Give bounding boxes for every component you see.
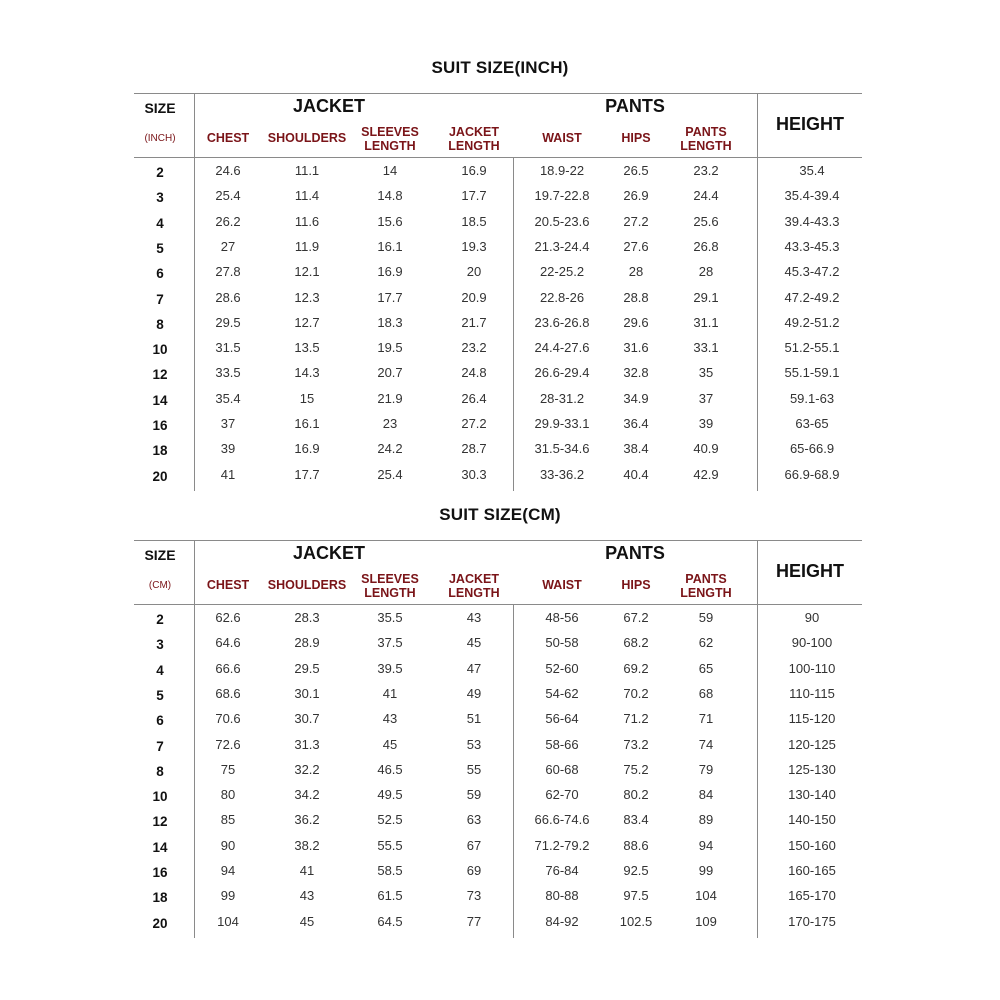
size-cell: 16 xyxy=(152,418,168,433)
header-bottom-rule xyxy=(134,157,862,158)
measurement-cell: 23.2 xyxy=(693,163,719,178)
measurement-cell: 49.5 xyxy=(377,787,403,803)
measurement-cell: 64.5 xyxy=(377,913,403,929)
size-cell: 5 xyxy=(156,240,164,256)
size-cell: 14 xyxy=(152,392,168,408)
size-header: SIZE xyxy=(144,100,176,116)
measurement-cell: 50-58 xyxy=(545,635,579,651)
measurement-cell: 41 xyxy=(299,863,315,878)
measurement-cell: 42.9 xyxy=(693,466,719,482)
measurement-cell: 70.2 xyxy=(623,685,649,701)
measurement-cell: 40.9 xyxy=(693,441,719,457)
size-cell: 10 xyxy=(152,789,168,805)
measurement-cell: 59 xyxy=(466,787,482,803)
size-cell: 6 xyxy=(156,713,164,729)
measurement-cell: 61.5 xyxy=(377,888,403,904)
measurement-cell: 68 xyxy=(698,685,714,701)
measurement-cell: 20.9 xyxy=(461,289,487,305)
header-top-rule xyxy=(134,540,862,541)
measurement-cell: 38.4 xyxy=(623,441,649,457)
pants-group-header: PANTS xyxy=(605,96,665,116)
column-header-line: SLEEVES xyxy=(361,572,419,586)
measurement-cell: 19.5 xyxy=(377,340,403,356)
measurement-cell: 35.4 xyxy=(215,390,241,406)
measurement-cell: 51 xyxy=(466,711,482,727)
measurement-cell: 23.2 xyxy=(461,340,487,356)
size-cell: 8 xyxy=(156,316,164,332)
pants-group-header: PANTS xyxy=(605,543,665,563)
measurement-cell: 43 xyxy=(299,888,315,904)
measurement-cell: 17.7 xyxy=(377,289,403,305)
measurement-cell: 74 xyxy=(698,736,714,752)
measurement-cell: 24.4 xyxy=(693,188,719,204)
column-header-line: CHEST xyxy=(206,578,250,592)
measurement-cell: 12.3 xyxy=(294,289,320,305)
measurement-cell: 37 xyxy=(220,416,236,431)
measurement-cell: 11.6 xyxy=(294,213,320,229)
measurement-cell: 37 xyxy=(698,390,714,406)
measurement-cell: 21.9 xyxy=(377,390,403,406)
column-header-line: LENGTH xyxy=(364,586,416,600)
measurement-cell: 88.6 xyxy=(623,837,649,853)
measurement-cell: 24.8 xyxy=(461,365,487,381)
measurement-cell: 27.6 xyxy=(623,238,649,254)
measurement-cell: 70.6 xyxy=(215,711,241,727)
column-header-line: JACKET xyxy=(448,572,499,586)
measurement-cell: 40.4 xyxy=(623,466,649,482)
measurement-cell: 83.4 xyxy=(623,812,649,828)
height-header: HEIGHT xyxy=(775,561,844,581)
measurement-cell: 31.6 xyxy=(623,340,649,356)
measurement-cell: 43 xyxy=(466,610,482,625)
size-cell: 6 xyxy=(156,266,164,282)
measurement-cell: 25.4 xyxy=(215,188,241,204)
measurement-cell: 99 xyxy=(220,888,236,904)
measurement-cell: 16.9 xyxy=(461,163,487,178)
height-cell: 63-65 xyxy=(795,416,829,431)
measurement-cell: 11.9 xyxy=(294,238,320,254)
height-cell: 165-170 xyxy=(788,888,836,904)
measurement-cell: 64.6 xyxy=(215,635,241,651)
measurement-cell: 80 xyxy=(220,787,236,803)
measurement-cell: 68.2 xyxy=(623,635,649,651)
measurement-cell: 18.3 xyxy=(377,314,403,330)
size-cell: 18 xyxy=(152,890,168,906)
measurement-cell: 46.5 xyxy=(377,761,403,777)
measurement-cell: 26.8 xyxy=(693,238,719,254)
height-header: HEIGHT xyxy=(775,114,844,134)
measurement-cell: 58.5 xyxy=(377,863,403,878)
measurement-cell: 71.2 xyxy=(623,711,649,727)
measurement-cell: 62.6 xyxy=(215,610,241,625)
measurement-cell: 66.6 xyxy=(215,660,241,676)
measurement-cell: 84-92 xyxy=(545,913,579,929)
measurement-cell: 15 xyxy=(299,390,315,406)
measurement-cell: 22.8-26 xyxy=(539,289,585,305)
measurement-cell: 80.2 xyxy=(623,787,649,803)
size-cell: 7 xyxy=(156,738,164,754)
measurement-cell: 53 xyxy=(466,736,482,752)
size-cell: 3 xyxy=(156,637,164,653)
measurement-cell: 21.3-24.4 xyxy=(534,238,590,254)
size-cell: 14 xyxy=(152,839,168,855)
measurement-cell: 11.4 xyxy=(294,188,320,204)
height-cell: 170-175 xyxy=(788,913,836,929)
measurement-cell: 84 xyxy=(698,787,714,803)
measurement-cell: 27.2 xyxy=(461,416,487,431)
measurement-cell: 62-70 xyxy=(545,787,579,803)
measurement-cell: 104 xyxy=(217,913,239,929)
size-cell: 8 xyxy=(156,763,164,779)
unit-header: (INCH) xyxy=(144,133,176,144)
size-cell: 3 xyxy=(156,190,164,206)
height-cell: 125-130 xyxy=(788,761,836,777)
measurement-cell: 35.5 xyxy=(377,610,403,625)
height-cell: 100-110 xyxy=(788,660,836,676)
measurement-cell: 65 xyxy=(698,660,714,676)
height-cell: 35.4 xyxy=(799,163,825,178)
measurement-cell: 34.9 xyxy=(623,390,649,406)
column-header-line: LENGTH xyxy=(364,139,416,153)
size-cell: 20 xyxy=(152,915,168,931)
measurement-cell: 104 xyxy=(695,888,717,904)
height-column-divider xyxy=(757,93,758,491)
height-cell: 49.2-51.2 xyxy=(784,314,840,330)
measurement-cell: 29.1 xyxy=(693,289,719,305)
measurement-cell: 56-64 xyxy=(545,711,579,727)
measurement-cell: 36.2 xyxy=(294,812,320,828)
measurement-cell: 29.5 xyxy=(215,314,241,330)
size-header: SIZE xyxy=(144,547,176,563)
column-header xyxy=(658,125,754,153)
measurement-cell: 34.2 xyxy=(294,787,320,803)
column-header-line: HIPS xyxy=(621,578,651,592)
column-header-line: LENGTH xyxy=(680,586,732,600)
column-header-line: PANTS xyxy=(685,572,727,586)
measurement-cell: 30.3 xyxy=(461,466,487,482)
column-header-line: WAIST xyxy=(542,578,582,592)
height-cell: 47.2-49.2 xyxy=(784,289,840,305)
measurement-cell: 24.6 xyxy=(215,163,241,178)
measurement-cell: 94 xyxy=(220,863,236,878)
measurement-cell: 21.7 xyxy=(461,314,487,330)
measurement-cell: 30.1 xyxy=(294,685,320,701)
measurement-cell: 31.3 xyxy=(294,736,320,752)
height-cell: 110-115 xyxy=(789,685,835,701)
measurement-cell: 28.9 xyxy=(294,635,320,651)
measurement-cell: 69 xyxy=(466,863,482,878)
size-cell: 16 xyxy=(152,865,168,880)
measurement-cell: 85 xyxy=(220,812,236,828)
measurement-cell: 75.2 xyxy=(623,761,649,777)
measurement-cell: 29.6 xyxy=(623,314,649,330)
measurement-cell: 22-25.2 xyxy=(539,264,585,280)
measurement-cell: 14.8 xyxy=(377,188,403,204)
measurement-cell: 58-66 xyxy=(545,736,579,752)
measurement-cell: 15.6 xyxy=(377,213,403,229)
measurement-cell: 97.5 xyxy=(623,888,649,904)
table-title: SUIT SIZE(CM) xyxy=(439,505,561,524)
measurement-cell: 30.7 xyxy=(294,711,320,727)
measurement-cell: 38.2 xyxy=(294,837,320,853)
column-header xyxy=(342,572,438,600)
measurement-cell: 33.5 xyxy=(215,365,241,381)
height-cell: 90 xyxy=(804,610,820,625)
column-header-line: HIPS xyxy=(621,131,651,145)
measurement-cell: 31.5 xyxy=(215,340,241,356)
column-header xyxy=(426,572,522,600)
height-cell: 140-150 xyxy=(788,812,836,828)
column-header-line: JACKET xyxy=(448,125,499,139)
measurement-cell: 26.9 xyxy=(623,188,649,204)
height-cell: 115-120 xyxy=(788,711,836,727)
measurement-cell: 28.7 xyxy=(461,441,487,457)
measurement-cell: 33-36.2 xyxy=(539,466,585,482)
column-header-line: LENGTH xyxy=(680,139,732,153)
measurement-cell: 45 xyxy=(382,736,398,752)
measurement-cell: 13.5 xyxy=(294,340,320,356)
size-cell: 12 xyxy=(152,367,168,383)
column-header-line: LENGTH xyxy=(448,139,500,153)
column-header-line: CHEST xyxy=(206,131,250,145)
measurement-cell: 19.7-22.8 xyxy=(534,188,590,204)
measurement-cell: 79 xyxy=(698,761,714,777)
measurement-cell: 16.1 xyxy=(294,416,320,431)
height-cell: 66.9-68.9 xyxy=(784,466,840,482)
measurement-cell: 24.2 xyxy=(377,441,403,457)
height-cell: 130-140 xyxy=(788,787,836,803)
height-cell: 35.4-39.4 xyxy=(784,188,840,204)
measurement-cell: 52-60 xyxy=(545,660,579,676)
column-header xyxy=(259,131,355,145)
measurement-cell: 47 xyxy=(466,660,482,676)
measurement-cell: 59 xyxy=(698,610,714,625)
column-header-line: LENGTH xyxy=(448,586,500,600)
size-cell: 2 xyxy=(156,612,164,627)
measurement-cell: 66.6-74.6 xyxy=(534,812,590,828)
measurement-cell: 25.6 xyxy=(693,213,719,229)
measurement-cell: 29.9-33.1 xyxy=(534,416,590,431)
measurement-cell: 24.4-27.6 xyxy=(534,340,590,356)
measurement-cell: 26.4 xyxy=(461,390,487,406)
measurement-cell: 28.8 xyxy=(623,289,649,305)
jacket-group-header: JACKET xyxy=(292,543,365,563)
measurement-cell: 23.6-26.8 xyxy=(534,314,590,330)
measurement-cell: 31.1 xyxy=(693,314,719,330)
measurement-cell: 17.7 xyxy=(461,188,487,204)
height-cell: 160-165 xyxy=(788,863,836,878)
measurement-cell: 77 xyxy=(466,913,482,929)
size-cell: 12 xyxy=(152,814,168,830)
measurement-cell: 73.2 xyxy=(623,736,649,752)
size-cell: 7 xyxy=(156,291,164,307)
column-header xyxy=(426,125,522,153)
measurement-cell: 28.6 xyxy=(215,289,241,305)
measurement-cell: 25.4 xyxy=(377,466,403,482)
measurement-cell: 75 xyxy=(220,761,236,777)
measurement-cell: 99 xyxy=(698,863,714,878)
measurement-cell: 26.2 xyxy=(215,213,241,229)
measurement-cell: 39 xyxy=(698,416,714,431)
size-cell: 20 xyxy=(152,468,168,484)
size-cell: 2 xyxy=(156,165,164,180)
measurement-cell: 55 xyxy=(466,761,482,777)
measurement-cell: 20.7 xyxy=(377,365,403,381)
column-header-line: SHOULDERS xyxy=(267,578,347,592)
measurement-cell: 14 xyxy=(382,163,398,178)
measurement-cell: 32.2 xyxy=(294,761,320,777)
column-header xyxy=(658,572,754,600)
measurement-cell: 14.3 xyxy=(294,365,320,381)
size-cell: 4 xyxy=(156,662,164,678)
height-cell: 43.3-45.3 xyxy=(784,238,840,254)
measurement-cell: 60-68 xyxy=(545,761,579,777)
height-cell: 45.3-47.2 xyxy=(784,264,840,280)
measurement-cell: 67.2 xyxy=(623,610,649,625)
measurement-cell: 11.1 xyxy=(294,163,320,178)
measurement-cell: 80-88 xyxy=(545,888,579,904)
measurement-cell: 16.1 xyxy=(377,238,403,254)
measurement-cell: 26.5 xyxy=(623,163,649,178)
measurement-cell: 16.9 xyxy=(377,264,403,280)
measurement-cell: 41 xyxy=(382,685,398,701)
measurement-cell: 18.5 xyxy=(461,213,487,229)
size-cell: 5 xyxy=(156,687,164,703)
measurement-cell: 28-31.2 xyxy=(539,390,585,406)
height-cell: 55.1-59.1 xyxy=(784,365,840,381)
measurement-cell: 39 xyxy=(220,441,236,457)
measurement-cell: 73 xyxy=(466,888,482,904)
column-header xyxy=(342,125,438,153)
measurement-cell: 76-84 xyxy=(545,863,579,878)
measurement-cell: 41 xyxy=(220,466,236,482)
measurement-cell: 49 xyxy=(466,685,482,701)
measurement-cell: 36.4 xyxy=(623,416,649,431)
measurement-cell: 109 xyxy=(695,913,717,929)
height-cell: 120-125 xyxy=(788,736,836,752)
height-cell: 150-160 xyxy=(788,837,836,853)
column-header xyxy=(259,578,355,592)
measurement-cell: 62 xyxy=(698,635,714,651)
unit-header: (CM) xyxy=(148,580,172,591)
measurement-cell: 68.6 xyxy=(215,685,241,701)
height-cell: 51.2-55.1 xyxy=(784,340,840,356)
measurement-cell: 16.9 xyxy=(294,441,320,457)
height-column-divider xyxy=(757,540,758,938)
size-cell: 10 xyxy=(152,342,168,358)
measurement-cell: 63 xyxy=(466,812,482,828)
measurement-cell: 26.6-29.4 xyxy=(534,365,590,381)
measurement-cell: 20.5-23.6 xyxy=(534,213,590,229)
table-title: SUIT SIZE(INCH) xyxy=(431,58,569,77)
measurement-cell: 71 xyxy=(698,711,714,727)
size-cell: 4 xyxy=(156,215,164,231)
height-cell: 59.1-63 xyxy=(789,390,835,406)
measurement-cell: 23 xyxy=(382,416,398,431)
measurement-cell: 12.7 xyxy=(294,314,320,330)
measurement-cell: 27.2 xyxy=(623,213,649,229)
measurement-cell: 29.5 xyxy=(294,660,320,676)
measurement-cell: 69.2 xyxy=(623,660,649,676)
measurement-cell: 17.7 xyxy=(294,466,320,482)
measurement-cell: 54-62 xyxy=(545,685,579,701)
measurement-cell: 28 xyxy=(628,264,644,280)
measurement-cell: 90 xyxy=(220,837,236,853)
measurement-cell: 52.5 xyxy=(377,812,403,828)
column-header-line: WAIST xyxy=(542,131,582,145)
measurement-cell: 39.5 xyxy=(377,660,403,676)
measurement-cell: 32.8 xyxy=(623,365,649,381)
measurement-cell: 37.5 xyxy=(377,635,403,651)
column-header-line: PANTS xyxy=(685,125,727,139)
header-bottom-rule xyxy=(134,604,862,605)
measurement-cell: 45 xyxy=(466,635,482,651)
measurement-cell: 28.3 xyxy=(294,610,320,625)
height-cell: 65-66.9 xyxy=(789,441,835,457)
jacket-group-header: JACKET xyxy=(292,96,365,116)
column-header-line: SLEEVES xyxy=(361,125,419,139)
measurement-cell: 31.5-34.6 xyxy=(534,441,590,457)
size-cell: 18 xyxy=(152,443,168,459)
measurement-cell: 92.5 xyxy=(623,863,649,878)
measurement-cell: 33.1 xyxy=(693,340,719,356)
measurement-cell: 27.8 xyxy=(215,264,241,280)
measurement-cell: 45 xyxy=(299,913,315,929)
measurement-cell: 72.6 xyxy=(215,736,241,752)
height-cell: 39.4-43.3 xyxy=(784,213,840,229)
measurement-cell: 55.5 xyxy=(377,837,403,853)
measurement-cell: 94 xyxy=(698,837,714,853)
measurement-cell: 89 xyxy=(698,812,714,828)
measurement-cell: 12.1 xyxy=(294,264,320,280)
measurement-cell: 19.3 xyxy=(461,238,487,254)
measurement-cell: 43 xyxy=(382,711,398,727)
measurement-cell: 71.2-79.2 xyxy=(534,837,590,853)
measurement-cell: 18.9-22 xyxy=(539,163,585,178)
height-cell: 90-100 xyxy=(791,635,833,651)
measurement-cell: 102.5 xyxy=(619,913,653,929)
measurement-cell: 28 xyxy=(698,264,714,280)
measurement-cell: 20 xyxy=(466,264,482,280)
measurement-cell: 35 xyxy=(698,365,714,381)
header-top-rule xyxy=(134,93,862,94)
measurement-cell: 27 xyxy=(220,238,236,254)
column-header-line: SHOULDERS xyxy=(267,131,347,145)
measurement-cell: 67 xyxy=(466,837,482,853)
measurement-cell: 48-56 xyxy=(545,610,579,625)
